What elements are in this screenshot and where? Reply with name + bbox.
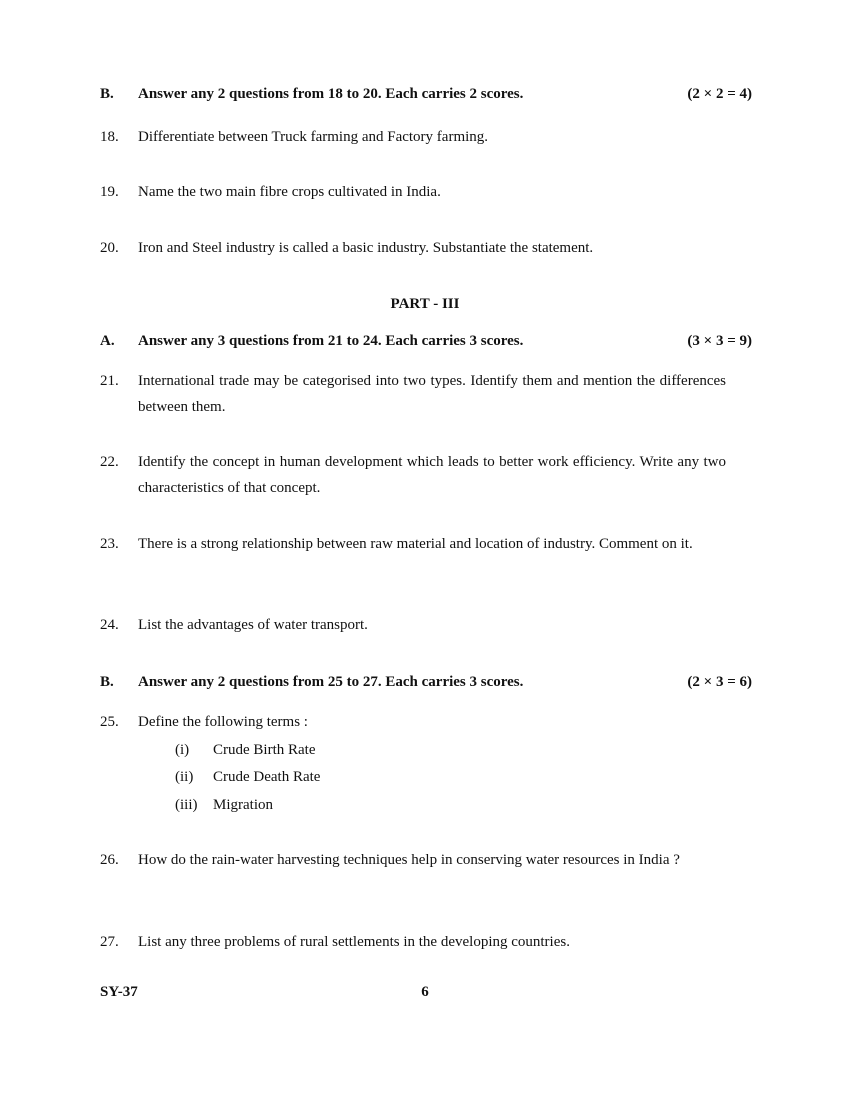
question-text: How do the rain-water harvesting techniques help in conserving water resources in India ? (138, 852, 680, 868)
question-25 (100, 709, 752, 735)
section-letter: A. (100, 333, 115, 349)
question-19 (100, 179, 752, 205)
section-marks: (2 × 3 = 6) (687, 674, 752, 690)
section-instruction: Answer any 2 questions from 25 to 27. Each carries 3 scores. (138, 674, 524, 690)
question-27 (100, 929, 752, 955)
section-marks: (2 × 2 = 4) (687, 86, 752, 102)
sub-item-text: Crude Birth Rate (213, 742, 316, 758)
question-text: List the advantages of water transport. (138, 617, 368, 633)
section-instruction: Answer any 3 questions from 21 to 24. Each carries 3 scores. (138, 333, 524, 349)
question-22 (100, 449, 752, 501)
sub-item-2 (175, 764, 320, 790)
part-title: PART - III (390, 296, 460, 312)
question-21 (100, 368, 752, 420)
question-number: 27. (100, 934, 119, 950)
question-text: International trade may be categorised into two types. Identify them and mention the differences between them. (138, 373, 726, 415)
question-number: 20. (100, 240, 119, 256)
section-instruction: Answer any 2 questions from 18 to 20. Each carries 2 scores. (138, 86, 524, 102)
question-number: 18. (100, 129, 119, 145)
question-text: Iron and Steel industry is called a basic industry. Substantiate the statement. (138, 240, 594, 256)
question-text: Differentiate between Truck farming and Factory farming. (138, 129, 489, 145)
section-b2-header (100, 669, 752, 695)
question-26 (100, 847, 752, 873)
section-marks: (3 × 3 = 9) (687, 333, 752, 349)
question-24 (100, 612, 752, 638)
sub-item-1 (175, 737, 315, 763)
page-number: 6 (421, 984, 429, 1000)
sub-item-roman: (iii) (175, 797, 198, 813)
question-number: 26. (100, 852, 119, 868)
question-number: 23. (100, 536, 119, 552)
question-20 (100, 235, 752, 261)
question-number: 25. (100, 714, 119, 730)
question-text: Name the two main fibre crops cultivated in India. (138, 184, 441, 200)
question-text: There is a strong relationship between raw material and location of industry. Comment on it. (138, 536, 693, 552)
question-number: 21. (100, 373, 119, 389)
footer-code: SY-37 (100, 984, 138, 1000)
question-text: Define the following terms : (138, 714, 308, 730)
section-a-header (100, 328, 752, 354)
question-23 (100, 531, 752, 557)
question-number: 24. (100, 617, 119, 633)
section-b-header (100, 81, 752, 107)
sub-item-text: Migration (213, 797, 273, 813)
question-text: List any three problems of rural settlements in the developing countries. (138, 934, 570, 950)
section-letter: B. (100, 674, 114, 690)
sub-item-roman: (ii) (175, 769, 194, 785)
section-letter: B. (100, 86, 114, 102)
sub-item-3 (175, 792, 273, 818)
question-number: 19. (100, 184, 119, 200)
sub-item-text: Crude Death Rate (213, 769, 321, 785)
question-18 (100, 124, 752, 150)
sub-item-roman: (i) (175, 742, 190, 758)
question-text: Identify the concept in human development which leads to better work efficiency. Write any two characteristics of that concept. (138, 454, 726, 496)
question-number: 22. (100, 454, 119, 470)
